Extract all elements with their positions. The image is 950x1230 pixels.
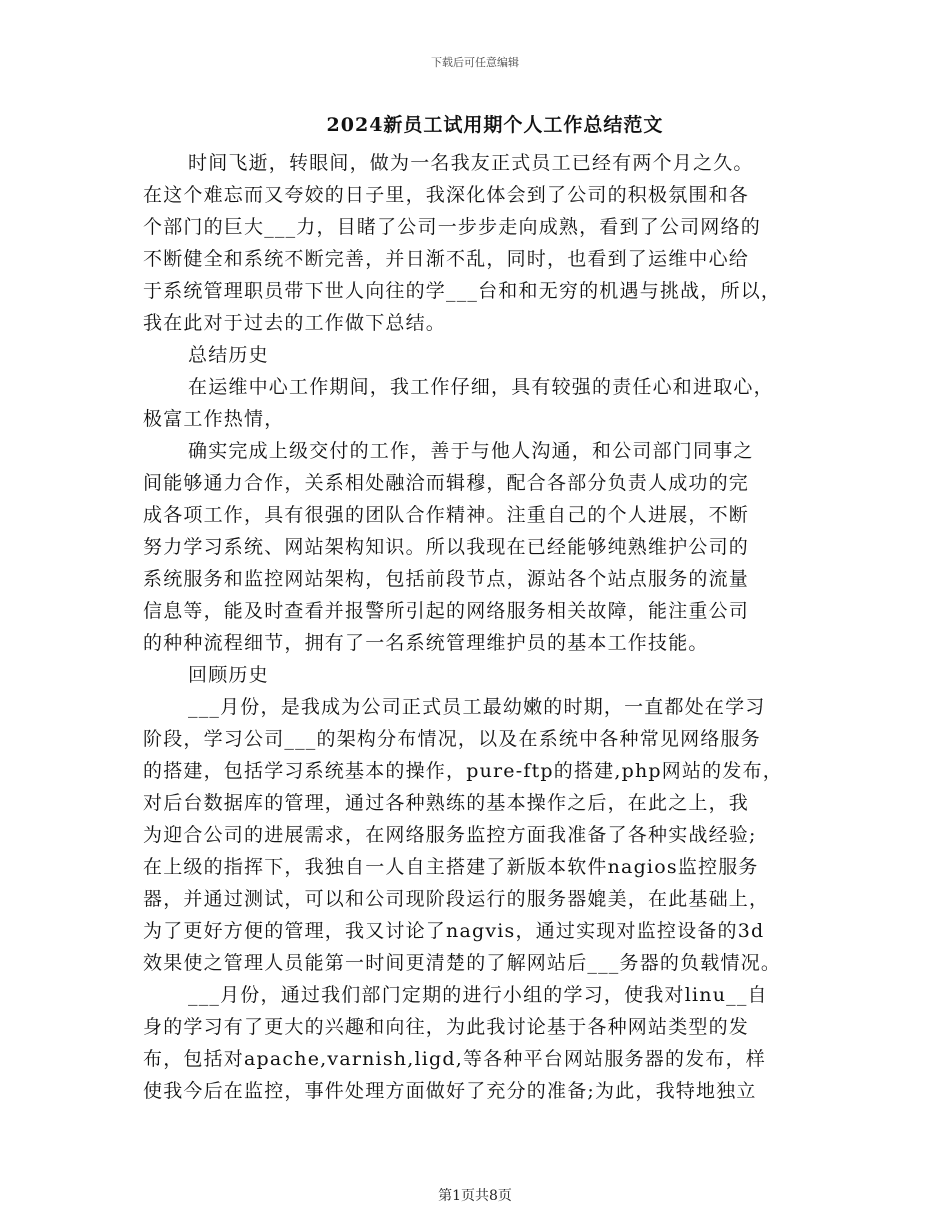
text-line: 极富工作热情， [143, 408, 285, 430]
text-line: 在运维中心工作期间，我工作仔细，具有较强的责任心和进取心， [188, 376, 774, 398]
document-body [143, 147, 813, 1107]
text-line: 为了更好方便的管理，我又讨论了nagvis，通过实现对监控设备的3d [143, 920, 765, 942]
text-line: 确实完成上级交付的工作，善于与他人沟通，和公司部门同事之 [188, 440, 754, 462]
text-line: 身的学习有了更大的兴趣和向往，为此我讨论基于各种网站类型的发 [143, 1016, 750, 1038]
text-line: 努力学习系统、网站架构知识。所以我现在已经能够纯熟维护公司的 [143, 536, 750, 558]
text-line: 总结历史 [188, 344, 269, 366]
text-line: 回顾历史 [188, 664, 269, 686]
text-line: 在上级的指挥下，我独自一人自主搭建了新版本软件nagios监控服务 [143, 856, 759, 878]
text-line: 使我今后在监控，事件处理方面做好了充分的准备;为此，我特地独立 [143, 1080, 757, 1102]
text-line: 信息等，能及时查看并报警所引起的网络服务相关故障，能注重公司 [143, 600, 750, 622]
page-footer: 第1页共8页 [438, 1188, 512, 1204]
text-line: ___月份，是我成为公司正式员工最幼嫩的时期，一直都处在学习 [188, 696, 766, 718]
page-header: 下载后可任意编辑 [431, 56, 519, 69]
text-line: 效果使之管理人员能第一时间更清楚的了解网站后___务器的负载情况。 [143, 952, 782, 974]
text-line: 器，并通过测试，可以和公司现阶段运行的服务器媲美，在此基础上， [143, 888, 770, 910]
text-line: ___月份，通过我们部门定期的进行小组的学习，使我对linu__自 [188, 984, 768, 1006]
text-line: 对后台数据库的管理，通过各种熟练的基本操作之后，在此之上，我 [143, 792, 750, 814]
text-line: 我在此对于过去的工作做下总结。 [143, 312, 447, 334]
text-line: 间能够通力合作，关系相处融洽而辑穆，配合各部分负责人成功的完 [143, 472, 750, 494]
text-line: 的搭建，包括学习系统基本的操作，pure-ftp的搭建,php网站的发布， [143, 760, 783, 782]
text-line: 阶段，学习公司___的架构分布情况，以及在系统中各种常见网络服务 [143, 728, 761, 750]
text-line: 为迎合公司的进展需求，在网络服务监控方面我准备了各种实战经验; [143, 824, 757, 846]
document-title: 2024新员工试用期个人工作总结范文 [326, 114, 664, 136]
text-line: 于系统管理职员带下世人向往的学___台和和无穷的机遇与挑战，所以， [143, 280, 782, 302]
text-line: 成各项工作，具有很强的团队合作精神。注重自己的个人进展，不断 [143, 504, 750, 526]
text-line: 个部门的巨大___力，目睹了公司一步步走向成熟，看到了公司网络的 [143, 216, 761, 238]
text-line: 不断健全和系统不断完善，并日渐不乱，同时，也看到了运维中心给 [143, 248, 750, 270]
text-line: 系统服务和监控网站架构，包括前段节点，源站各个站点服务的流量 [143, 568, 750, 590]
text-line: 布，包括对apache,varnish,ligd,等各种平台网站服务器的发布，样 [143, 1048, 766, 1070]
text-line: 在这个难忘而又夸姣的日子里，我深化体会到了公司的积极氛围和各 [143, 184, 750, 206]
text-line: 的种种流程细节，拥有了一名系统管理维护员的基本工作技能。 [143, 632, 709, 654]
text-line: 时间飞逝，转眼间，做为一名我友正式员工已经有两个月之久。 [188, 152, 754, 174]
